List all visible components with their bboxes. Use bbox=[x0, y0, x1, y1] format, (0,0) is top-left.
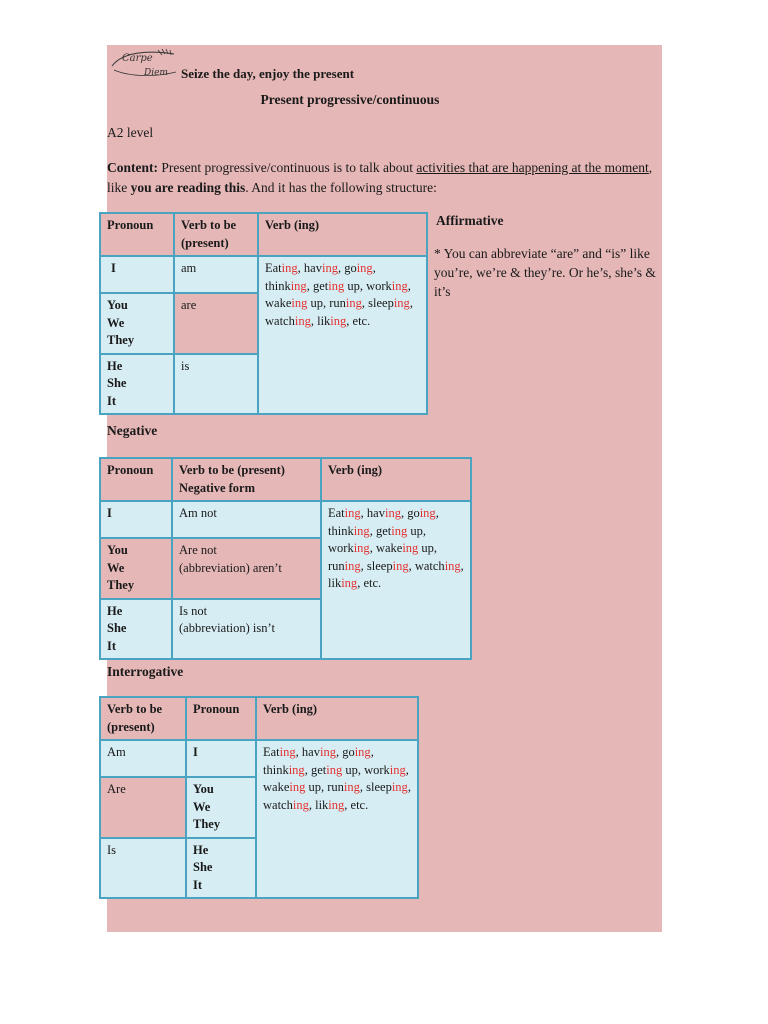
verb-stem: run bbox=[329, 296, 346, 310]
pronoun-cell: I bbox=[100, 501, 172, 538]
header-verb-ing: Verb (ing) bbox=[256, 697, 418, 740]
verb-separator: , bbox=[304, 762, 311, 777]
verb-cell: Is not (abbreviation) isn’t bbox=[172, 599, 321, 660]
verb-suffix: ing bbox=[344, 558, 361, 573]
verb-separator: , bbox=[405, 762, 409, 777]
header-verb-ing: Verb (ing) bbox=[321, 458, 471, 501]
verb-separator: , bbox=[360, 506, 367, 520]
verb-separator: , bbox=[372, 261, 376, 275]
verb-stem: Eat bbox=[265, 261, 282, 275]
verb-stem: get bbox=[310, 762, 327, 777]
content-text-2: , like bbox=[107, 160, 653, 195]
header-verb-to-be: Verb to be (present) bbox=[174, 213, 258, 256]
verb-suffix: ing bbox=[356, 261, 373, 275]
verb-cell: Am bbox=[100, 740, 186, 777]
verb-stem: work bbox=[364, 762, 390, 777]
verb-suffix: ing bbox=[328, 278, 345, 293]
verb-stem: lik bbox=[315, 797, 329, 812]
negative-table bbox=[99, 457, 472, 660]
verb-stem: go bbox=[407, 506, 420, 520]
verb-stem: watch bbox=[414, 558, 445, 573]
verb-stem: wake bbox=[375, 541, 403, 555]
verb-ing-list bbox=[258, 256, 427, 414]
tagline: Seize the day, enjoy the present bbox=[181, 66, 355, 81]
verb-suffix: ing bbox=[444, 558, 461, 573]
verb-separator: up, bbox=[307, 296, 330, 310]
verb-suffix: ing bbox=[391, 523, 408, 538]
verb-stem: get bbox=[375, 523, 392, 538]
verb-cell: are bbox=[174, 293, 258, 354]
verb-cell: Are not (abbreviation) aren’t bbox=[172, 538, 321, 599]
content-bold: you are reading this bbox=[130, 180, 246, 195]
verb-suffix: ing bbox=[389, 762, 406, 777]
interrogative-heading: Interrogative bbox=[107, 664, 184, 679]
verb-stem: wake bbox=[263, 780, 290, 794]
verb-suffix: ing bbox=[345, 296, 362, 310]
verb-suffix: ing bbox=[391, 278, 408, 293]
header-verb-to-be: Verb to be (present) Negative form bbox=[172, 458, 321, 501]
header-pronoun: Pronoun bbox=[100, 458, 172, 501]
verb-separator: , bbox=[460, 558, 464, 573]
verb-stem: sleep bbox=[366, 558, 393, 573]
verb-suffix: ing bbox=[344, 506, 361, 520]
verb-suffix: ing bbox=[392, 558, 409, 573]
verb-stem: Eat bbox=[263, 745, 280, 759]
verb-suffix: ing bbox=[279, 745, 296, 759]
pronoun-cell: You We They bbox=[100, 538, 172, 599]
verb-stem: think bbox=[265, 278, 291, 293]
verb-cell: Am not bbox=[172, 501, 321, 538]
verb-stem: run bbox=[328, 558, 345, 573]
page-title: Present progressive/continuous bbox=[260, 92, 440, 107]
verb-cell: Are bbox=[100, 777, 186, 838]
verb-suffix: ing bbox=[281, 261, 298, 275]
verb-suffix: ing bbox=[330, 313, 347, 328]
content-underlined: activities that are happening at the moment bbox=[416, 160, 649, 175]
verb-cell: am bbox=[174, 256, 258, 293]
content-paragraph bbox=[107, 158, 663, 198]
verb-stem: hav bbox=[366, 506, 385, 520]
verb-suffix: ing bbox=[393, 296, 410, 310]
verb-stem: sleep bbox=[366, 780, 392, 794]
header-pronoun: Pronoun bbox=[100, 213, 174, 256]
content-text-1: Present progressive/continuous is to talk about bbox=[158, 160, 417, 175]
verb-suffix: ing bbox=[343, 780, 360, 794]
verb-separator: , bbox=[409, 296, 413, 310]
pronoun-cell: I bbox=[100, 256, 174, 293]
verb-separator: up, bbox=[342, 762, 365, 777]
verb-separator: , bbox=[295, 745, 302, 759]
verb-ing-list bbox=[256, 740, 418, 898]
verb-stem: hav bbox=[301, 745, 320, 759]
verb-stem: run bbox=[327, 780, 344, 794]
verb-suffix: ing bbox=[289, 780, 306, 794]
verb-stem: go bbox=[342, 745, 355, 759]
verb-separator: , bbox=[310, 313, 318, 328]
negative-heading: Negative bbox=[107, 423, 158, 438]
verb-stem: work bbox=[366, 278, 392, 293]
pronoun-cell: He She It bbox=[100, 599, 172, 660]
verb-suffix: ing bbox=[419, 506, 436, 520]
verb-separator: , bbox=[369, 541, 376, 555]
verb-separator: , etc. bbox=[344, 797, 369, 812]
header-pronoun: Pronoun bbox=[186, 697, 256, 740]
verb-suffix: ing bbox=[292, 797, 309, 812]
verb-separator: , bbox=[306, 278, 313, 293]
verb-separator: , etc. bbox=[357, 576, 382, 590]
level-label: A2 level bbox=[107, 125, 154, 140]
verb-stem: watch bbox=[265, 313, 295, 328]
verb-suffix: ing bbox=[402, 541, 419, 555]
verb-stem: think bbox=[328, 523, 354, 538]
verb-suffix: ing bbox=[354, 745, 371, 759]
verb-separator: , etc. bbox=[346, 313, 371, 328]
verb-suffix: ing bbox=[288, 762, 305, 777]
verb-stem: hav bbox=[303, 261, 322, 275]
verb-suffix: ing bbox=[353, 523, 370, 538]
verb-stem: think bbox=[263, 762, 289, 777]
verb-suffix: ing bbox=[341, 576, 358, 590]
verb-cell: Is bbox=[100, 838, 186, 899]
interrogative-table bbox=[99, 696, 419, 899]
verb-separator: , bbox=[308, 797, 316, 812]
verb-separator: , bbox=[435, 506, 439, 520]
verb-suffix: ing bbox=[353, 541, 370, 555]
svg-text:Carpe: Carpe bbox=[122, 53, 153, 64]
verb-suffix: ing bbox=[391, 780, 408, 794]
verb-separator: up, bbox=[305, 780, 328, 794]
verb-stem: watch bbox=[263, 797, 293, 812]
verb-suffix: ing bbox=[384, 506, 401, 520]
verb-stem: lik bbox=[328, 576, 342, 590]
verb-suffix: ing bbox=[291, 296, 308, 310]
content-label: Content: bbox=[107, 160, 158, 175]
verb-separator: , bbox=[359, 780, 367, 794]
svg-text:Diem: Diem bbox=[144, 68, 168, 78]
verb-stem: sleep bbox=[368, 296, 394, 310]
affirmative-table bbox=[99, 212, 428, 415]
verb-separator: , bbox=[408, 558, 415, 573]
verb-stem: work bbox=[328, 541, 354, 555]
pronoun-cell: He She It bbox=[186, 838, 256, 899]
verb-cell: is bbox=[174, 354, 258, 415]
verb-separator: up, bbox=[407, 523, 426, 538]
verb-separator: , bbox=[407, 278, 411, 293]
verb-separator: up, bbox=[344, 278, 367, 293]
verb-separator: , bbox=[407, 780, 411, 794]
verb-ing-list bbox=[321, 501, 471, 659]
verb-suffix: ing bbox=[290, 278, 307, 293]
verb-suffix: ing bbox=[319, 745, 336, 759]
carpe-diem-logo bbox=[108, 46, 180, 80]
pronoun-cell: He She It bbox=[100, 354, 174, 415]
verb-stem: lik bbox=[317, 313, 331, 328]
header-verb-to-be: Verb to be (present) bbox=[100, 697, 186, 740]
verb-stem: Eat bbox=[328, 506, 345, 520]
verb-stem: get bbox=[312, 278, 329, 293]
verb-separator: , bbox=[297, 261, 304, 275]
verb-separator: , bbox=[337, 261, 345, 275]
verb-separator: , bbox=[400, 506, 408, 520]
abbreviation-note: * You can abbreviate “are” and “is” like you’re, we’re & they’re. Or he’s, she’s & it’s bbox=[434, 246, 656, 299]
verb-separator: , bbox=[370, 745, 374, 759]
verb-separator: up, bbox=[418, 541, 438, 555]
verb-separator: , bbox=[361, 296, 369, 310]
verb-suffix: ing bbox=[321, 261, 338, 275]
pronoun-cell: You We They bbox=[186, 777, 256, 838]
verb-stem: wake bbox=[265, 296, 292, 310]
affirmative-heading: Affirmative bbox=[436, 213, 504, 228]
content-text-3: . And it has the following structure: bbox=[245, 180, 437, 195]
pronoun-cell: You We They bbox=[100, 293, 174, 354]
verb-separator: , bbox=[335, 745, 343, 759]
verb-suffix: ing bbox=[328, 797, 345, 812]
verb-suffix: ing bbox=[294, 313, 311, 328]
verb-separator: , bbox=[369, 523, 376, 538]
verb-stem: go bbox=[344, 261, 357, 275]
pronoun-cell: I bbox=[186, 740, 256, 777]
verb-separator: , bbox=[360, 558, 367, 573]
verb-suffix: ing bbox=[326, 762, 343, 777]
header-verb-ing: Verb (ing) bbox=[258, 213, 427, 256]
